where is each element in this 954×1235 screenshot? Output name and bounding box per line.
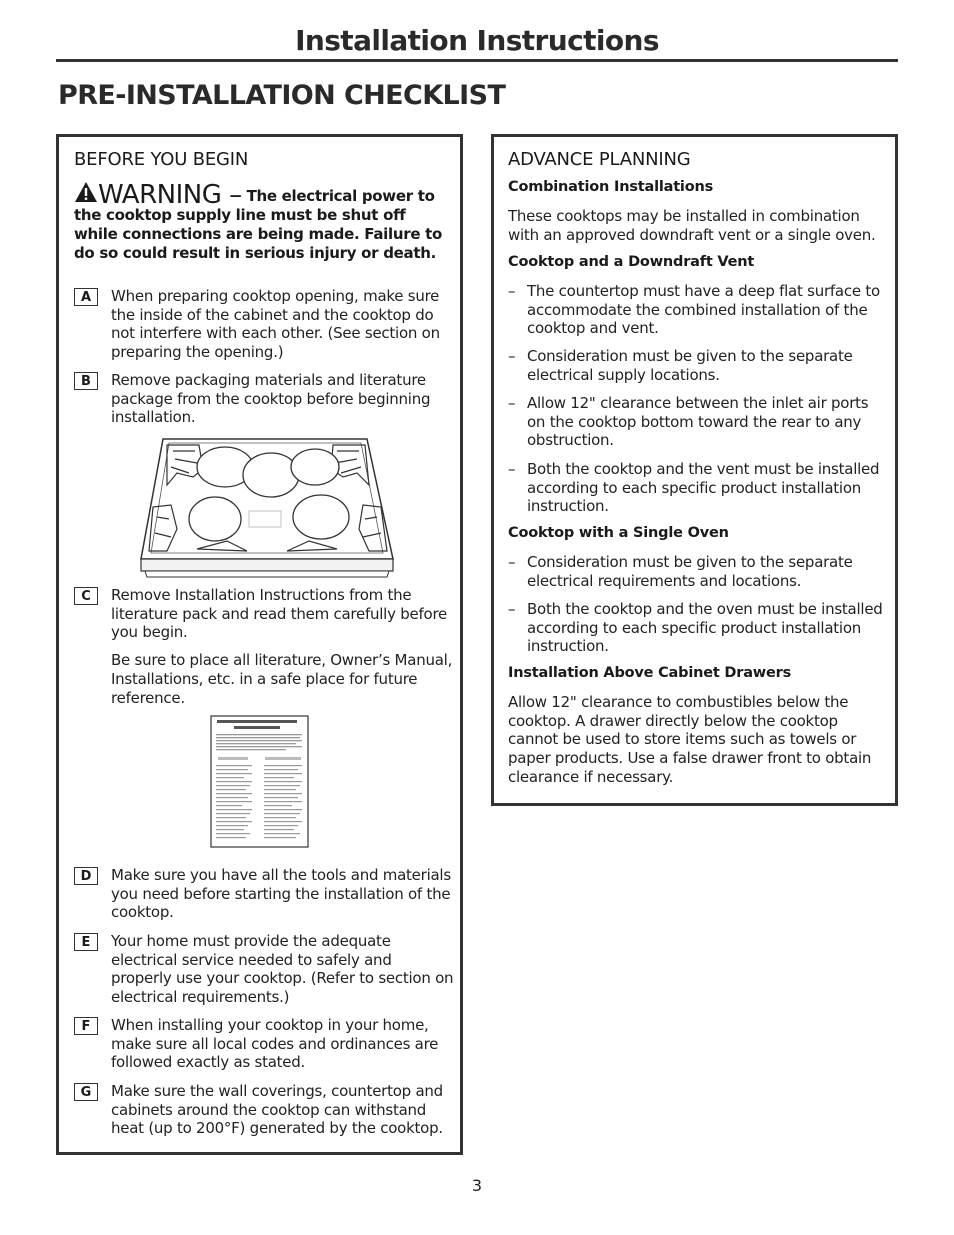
bullet-dash: –: [508, 553, 516, 571]
item-letter: C: [74, 587, 98, 605]
checklist-item-a: [74, 287, 454, 362]
warning-notice: [74, 181, 444, 263]
before-you-begin-box: [56, 134, 463, 1155]
oven-bullet-1: [508, 553, 888, 590]
combination-installations-text: These cooktops may be installed in combination with an approved downdraft vent or a single oven.: [508, 207, 876, 244]
installation-instructions-booklet-illustration: [210, 715, 310, 849]
bullet-text: Consideration must be given to the separate electrical requirements and locations.: [527, 553, 853, 590]
item-text-secondary: Be sure to place all literature, Owner’s Manual, Installations, etc. in a safe place for future reference.: [111, 651, 453, 707]
checklist-item-e: [74, 932, 454, 1007]
cooktop-illustration: [137, 433, 397, 581]
warning-text: The electrical power to the cooktop supply line must be shut off while connections are being made. Failure to do so could result in serious injury or death.: [74, 187, 442, 262]
downdraft-bullet-1: [508, 282, 888, 338]
combination-installations-heading: Combination Installations: [508, 179, 714, 195]
page-header: [56, 22, 898, 62]
bullet-dash: –: [508, 394, 516, 412]
bullet-text: Both the cooktop and the vent must be installed according to each specific product installation instruction.: [527, 460, 880, 516]
bullet-dash: –: [508, 282, 516, 300]
bullet-dash: –: [508, 600, 516, 618]
bullet-text: Consideration must be given to the separate electrical supply locations.: [527, 347, 853, 384]
item-text: Remove Installation Instructions from the literature pack and read them carefully before you begin.: [111, 586, 448, 642]
warning-word: WARNING –: [98, 180, 242, 210]
checklist-item-c: [74, 586, 454, 707]
item-text: Make sure the wall coverings, countertop and cabinets around the cooktop can withstand heat (up to 200°F) generated by the cooktop.: [111, 1082, 443, 1138]
item-letter: B: [74, 372, 98, 390]
page-title: Installation Instructions: [295, 24, 659, 57]
item-text: When installing your cooktop in your home, make sure all local codes and ordinances are followed exactly as stated.: [111, 1016, 439, 1072]
bullet-dash: –: [508, 347, 516, 365]
item-text: Make sure you have all the tools and materials you need before starting the installation of the cooktop.: [111, 866, 451, 922]
warning-triangle-icon: [74, 181, 98, 203]
item-text: Remove packaging materials and literature package from the cooktop before beginning installation.: [111, 371, 431, 427]
checklist-item-b: [74, 371, 454, 427]
cabinet-drawers-text: Allow 12" clearance to combustibles below the cooktop. A drawer directly below the cooktop cannot be used to store items such as towels or paper products. Use a false drawer front to obtain clearance if necessary.: [508, 693, 872, 786]
bullet-text: Both the cooktop and the oven must be installed according to each specific product installation instruction.: [527, 600, 883, 656]
bullet-dash: –: [508, 460, 516, 478]
item-letter: A: [74, 288, 98, 306]
page-number: 3: [471, 1176, 483, 1195]
downdraft-bullet-2: [508, 347, 888, 384]
advance-planning-box: [491, 134, 898, 806]
oven-bullet-2: [508, 600, 888, 656]
before-you-begin-heading: BEFORE YOU BEGIN: [74, 149, 249, 170]
item-letter: F: [74, 1017, 98, 1035]
checklist-item-f: [74, 1016, 454, 1072]
downdraft-vent-heading: Cooktop and a Downdraft Vent: [508, 254, 755, 270]
checklist-item-d: [74, 866, 454, 922]
item-text: Your home must provide the adequate electrical service needed to safely and properly use your cooktop. (Refer to section on electrical requirements.): [111, 932, 454, 1007]
item-text: When preparing cooktop opening, make sure the inside of the cabinet and the cooktop do not interfere with each other. (See section on preparing the opening.): [111, 287, 440, 362]
cabinet-drawers-heading: Installation Above Cabinet Drawers: [508, 665, 792, 681]
advance-planning-heading: ADVANCE PLANNING: [508, 149, 691, 170]
item-letter: D: [74, 867, 98, 885]
item-letter: G: [74, 1083, 98, 1101]
section-title: PRE-INSTALLATION CHECKLIST: [58, 80, 506, 111]
bullet-text: Allow 12" clearance between the inlet air ports on the cooktop bottom toward the rear to any obstruction.: [527, 394, 869, 450]
downdraft-bullet-3: [508, 394, 888, 450]
bullet-text: The countertop must have a deep flat surface to accommodate the combined installation of the cooktop and vent.: [527, 282, 880, 338]
item-letter: E: [74, 933, 98, 951]
downdraft-bullet-4: [508, 460, 888, 516]
checklist-item-g: [74, 1082, 454, 1138]
single-oven-heading: Cooktop with a Single Oven: [508, 525, 729, 541]
